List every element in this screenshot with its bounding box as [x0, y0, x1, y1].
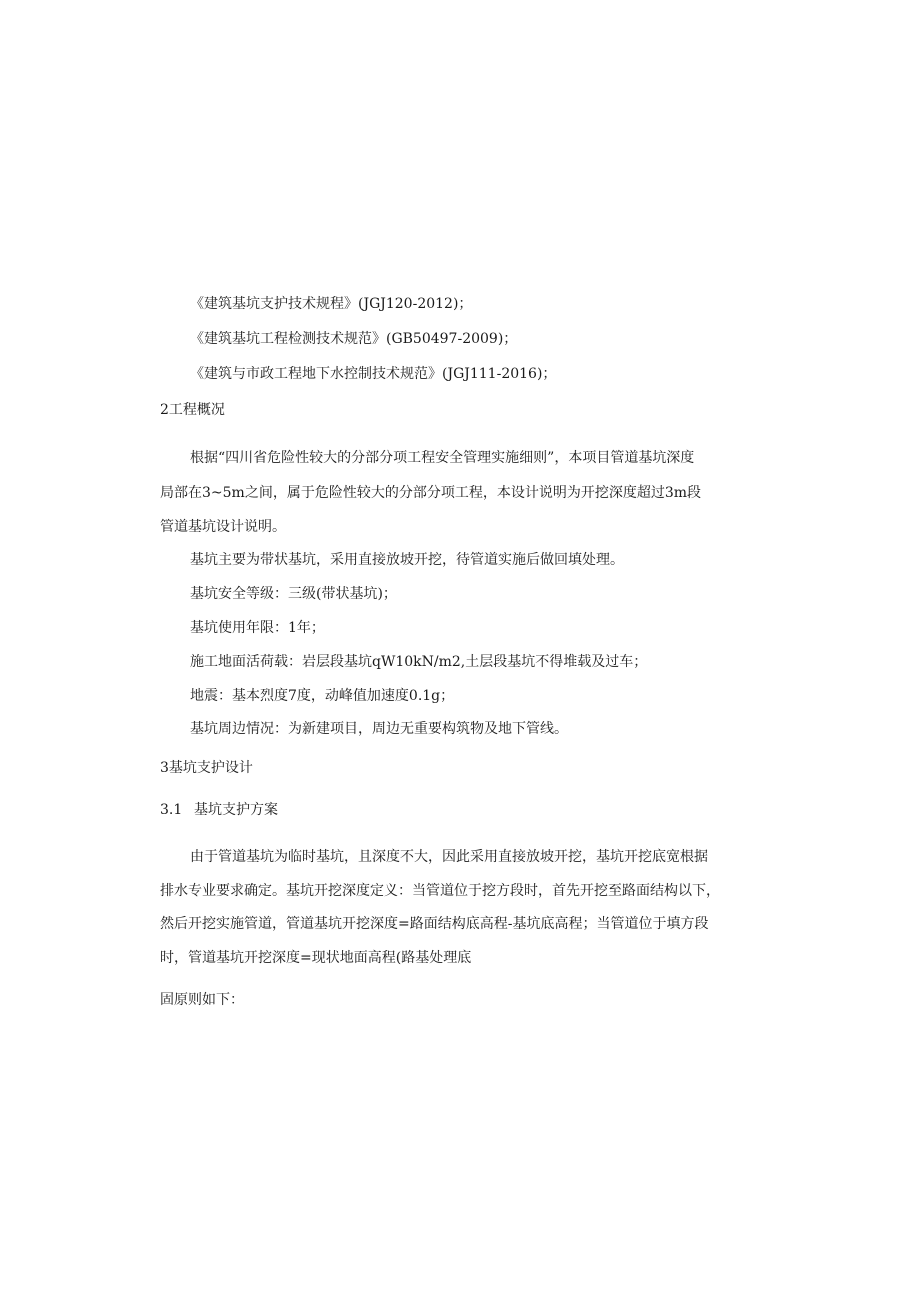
- reference-jgj120: 《建筑基坑支护技术规程》(JGJ120-2012)；: [190, 296, 473, 312]
- section-2-intro-line-1: 根据“四川省危险性较大的分部分项工程安全管理实施细则”，本项目管道基坑深度: [190, 450, 695, 466]
- section-3-heading: 3基坑支护设计: [160, 760, 253, 776]
- section-2-item-service-life: 基坑使用年限：1年；: [190, 620, 325, 636]
- subsection-number: 3.1: [160, 802, 183, 818]
- section-2-intro-line-2: 局部在3~5m之间，属于危险性较大的分部分项工程，本设计说明为开挖深度超过3m段: [160, 485, 702, 501]
- section-2-item-safety-level: 基坑安全等级：三级(带状基坑)；: [190, 586, 397, 602]
- reference-jgj111: 《建筑与市政工程地下水控制技术规范》(JGJ111-2016)；: [190, 366, 557, 382]
- section-3-para-line-4: 时，管道基坑开挖深度=现状地面高程(路基处理底: [160, 950, 472, 966]
- section-3-para-line-3: 然后开挖实施管道，管道基坑开挖深度=路面结构底高程-基坑底高程；当管道位于填方段: [160, 916, 709, 932]
- section-3-para-line-2: 排水专业要求确定。基坑开挖深度定义：当管道位于挖方段时，首先开挖至路面结构以下，: [160, 883, 720, 899]
- section-2-heading: 2工程概况: [160, 402, 225, 418]
- reference-gb50497: 《建筑基坑工程检测技术规范》(GB50497-2009)；: [190, 331, 518, 347]
- section-3-para-line-1: 由于管道基坑为临时基坑，且深度不大，因此采用直接放坡开挖，基坑开挖底宽根据: [190, 849, 708, 865]
- section-2-item-live-load: 施工地面活荷载：岩层段基坑qW10kN/m2,土层段基坑不得堆载及过车；: [190, 654, 648, 670]
- section-2-item-surroundings: 基坑周边情况：为新建项目，周边无重要构筑物及地下管线。: [190, 721, 568, 737]
- section-3-closing-line: 固原则如下：: [160, 992, 244, 1008]
- subsection-3-1-heading: [160, 800, 278, 820]
- subsection-title: 基坑支护方案: [194, 802, 278, 818]
- section-2-item-earthquake: 地震：基本烈度7度，动峰值加速度0.1g；: [190, 688, 455, 704]
- section-2-intro-line-3: 管道基坑设计说明。: [160, 519, 286, 535]
- section-2-item-pit-type: 基坑主要为带状基坑，采用直接放坡开挖，待管道实施后做回填处理。: [190, 552, 624, 568]
